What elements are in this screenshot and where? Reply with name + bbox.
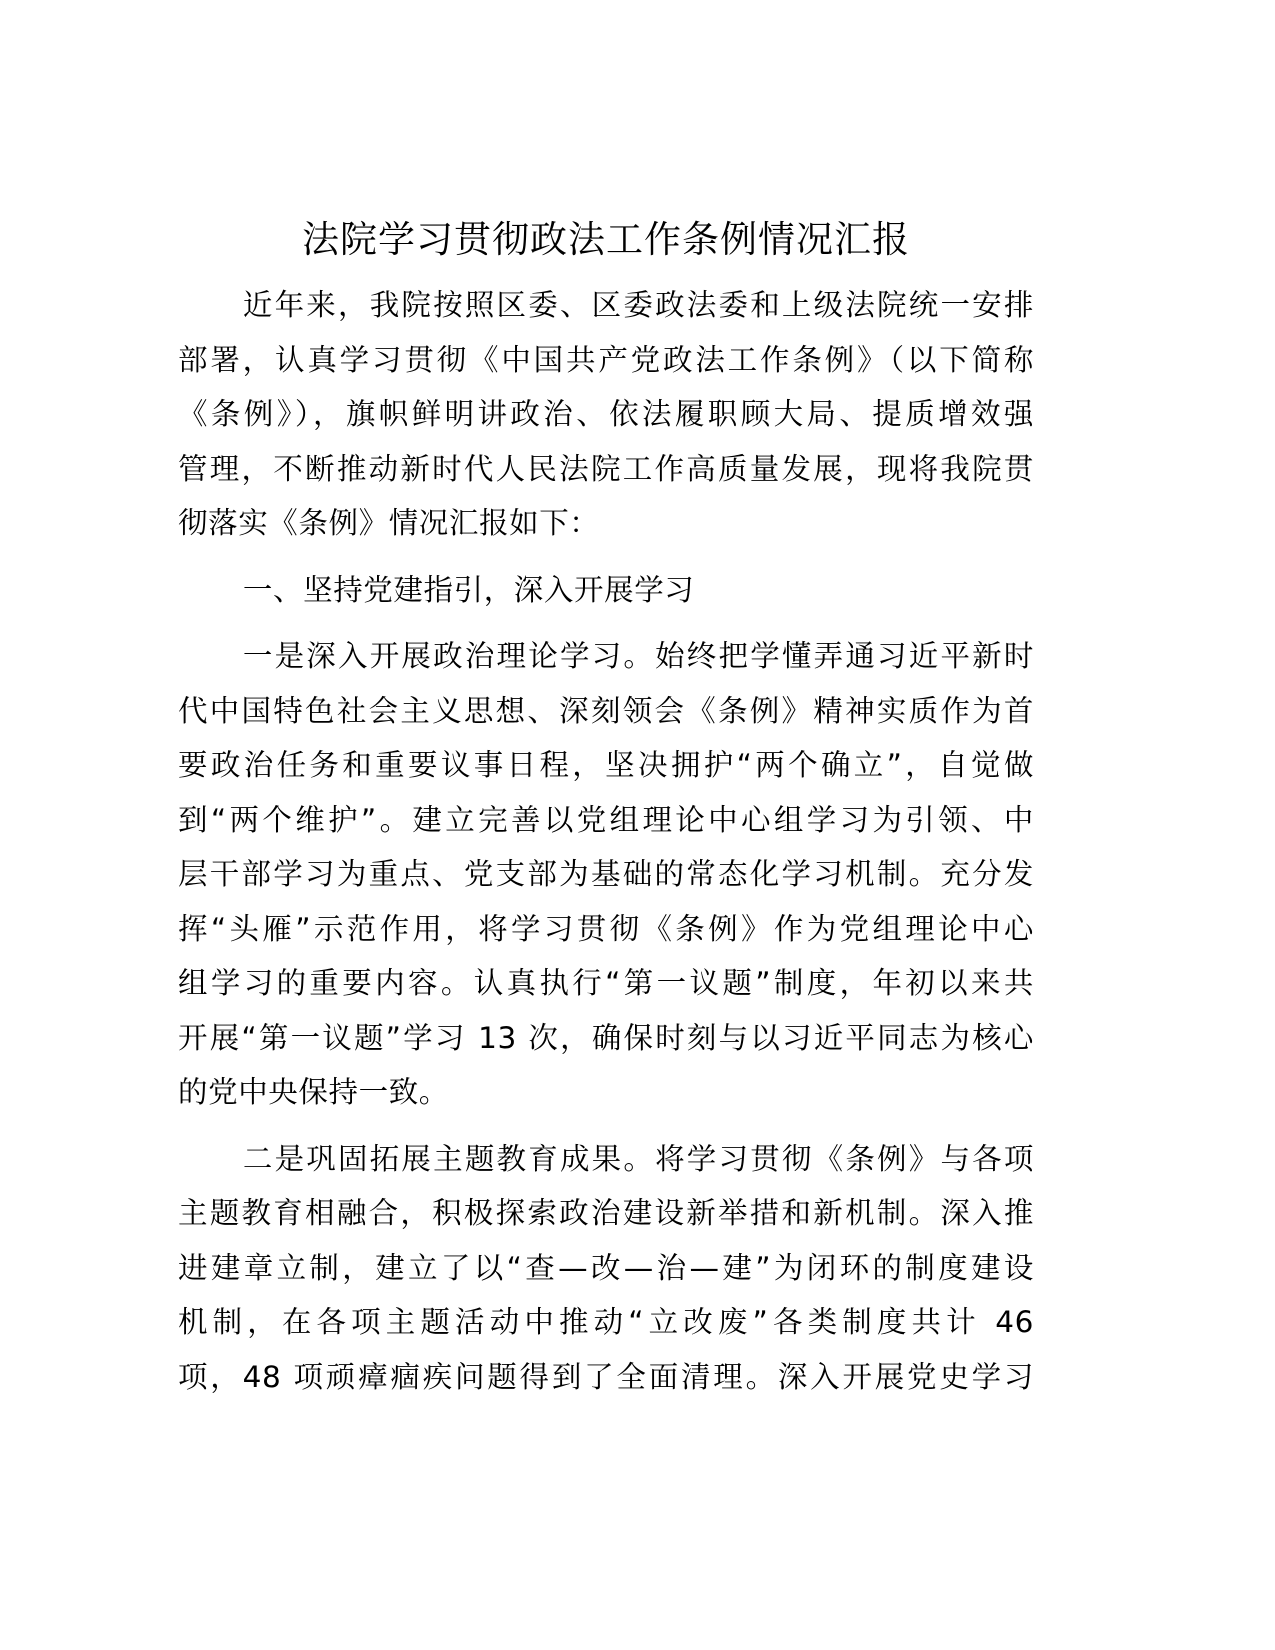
text-line: 部署，认真学习贯彻《中国共产党政法工作条例》（以下简称	[178, 342, 1034, 377]
text-line: 层干部学习为重点、党支部为基础的常态化学习机制。充分发	[178, 857, 1034, 891]
text-line: 一是深入开展政治理论学习。始终把学懂弄通习近平新时	[242, 639, 1034, 673]
text-line: 组学习的重要内容。认真执行“第一议题”制度，年初以来共	[178, 966, 1034, 1000]
text-line: 近年来，我院按照区委、区委政法委和上级法院统一安排	[242, 288, 1034, 322]
section-1-paragraph-1	[178, 629, 1034, 1120]
text-line: 管理，不断推动新时代人民法院工作高质量发展，现将我院贯	[178, 451, 1034, 486]
text-line: 挥“头雁”示范作用，将学习贯彻《条例》作为党组理论中心	[178, 911, 1034, 946]
section-heading: 一、坚持党建指引，深入开展学习	[242, 572, 695, 607]
document-page	[178, 210, 1034, 1416]
text-line: 进建章立制，建立了以“查—改—治—建”为闭环的制度建设	[178, 1250, 1034, 1285]
text-line: 的党中央保持一致。	[178, 1075, 449, 1109]
text-line: 项，48 项顽瘴痼疾问题得到了全面清理。深入开展党史学习	[178, 1359, 1034, 1394]
text-line: 二是巩固拓展主题教育成果。将学习贯彻《条例》与各项	[242, 1141, 1034, 1176]
text-line: 开展“第一议题”学习 13 次，确保时刻与以习近平同志为核心	[178, 1020, 1034, 1055]
section-1-paragraph-2	[178, 1132, 1034, 1405]
text-line: 要政治任务和重要议事日程，坚决拥护“两个确立”，自觉做	[178, 748, 1034, 782]
text-line: 《条例》），旗帜鲜明讲政治、依法履职顾大局、提质增效强	[178, 397, 1034, 431]
text-line: 代中国特色社会主义思想、深刻领会《条例》精神实质作为首	[178, 693, 1034, 728]
text-line: 机制，在各项主题活动中推动“立改废”各类制度共计 46	[178, 1305, 1034, 1339]
intro-paragraph	[178, 278, 1034, 551]
text-line: 彻落实《条例》情况汇报如下：	[178, 506, 600, 540]
text-line: 主题教育相融合，积极探索政治建设新举措和新机制。深入推	[178, 1196, 1034, 1230]
text-line: 到“两个维护”。建立完善以党组理论中心组学习为引领、中	[178, 802, 1034, 837]
document-title: 法院学习贯彻政法工作条例情况汇报	[302, 218, 910, 261]
